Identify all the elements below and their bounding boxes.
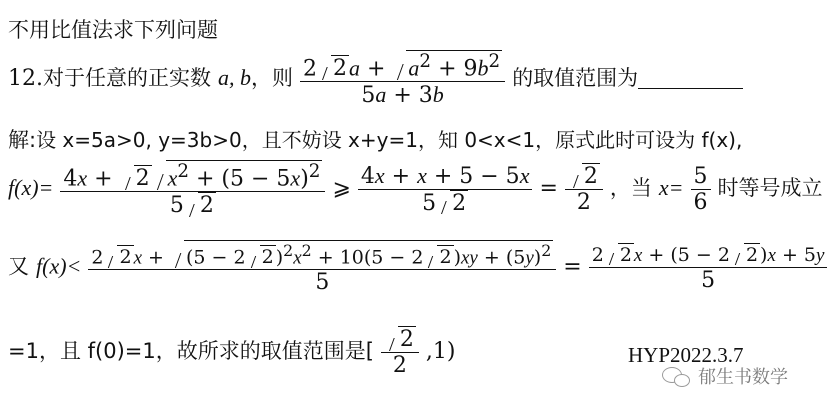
f-lhs: f(x)= (8, 175, 54, 201)
x-value-fraction: $\frac{5}{6}$ (691, 164, 711, 215)
problem-mid: ，则 (251, 66, 293, 91)
watermark-text: 郁生书数学 (698, 367, 788, 388)
problem-tail: 的取值范围为 (512, 66, 639, 91)
upper-fraction-1: $\frac{2 2 x + (5 - 2 2 )^2x^2 + 10(5 - 2 2 )xy + (5y)^2}{5}$ (88, 240, 556, 295)
f-fraction-3: $\frac{2}{2}$ (565, 163, 603, 215)
solution-label: 解: (8, 128, 37, 152)
problem-numerator: 2 $2a + a^2 + 9b^2$ (300, 50, 505, 82)
conclusion-text: =1，且 f(0)=1，故所求的取值范围是[ (8, 339, 374, 363)
problem-vars: a, b (218, 65, 251, 91)
geq-sign: ⩾ (332, 176, 351, 202)
problem-number: 12. (8, 66, 43, 92)
conclusion-fraction: $\frac{2}{2}$ (381, 326, 419, 378)
upper-fraction-2: $\frac{2 2 x + (5 - 2 2 )x + 5y}{5}$ (589, 243, 827, 293)
when-text: ，当 (609, 176, 652, 201)
f-inequality-line (8, 160, 823, 218)
again-fx: f(x)< (36, 253, 82, 279)
solution-intro (8, 124, 742, 154)
problem-line (8, 50, 743, 108)
conclusion-line (8, 326, 456, 378)
conclusion-end: ,1) (425, 339, 456, 364)
answer-blank (638, 66, 743, 89)
signature: HYP2022.3.7 (628, 343, 744, 367)
watermark (662, 363, 788, 389)
f-fraction-2: $\frac{4x + x + 5 - 5x}{5 2}$ (358, 163, 533, 216)
f-fraction-1: $\frac{4x + 2 x^2 + (5 - 5x)^2}{5 2}$ (60, 160, 325, 218)
solution-text: 设 x=5a>0, y=3b>0，且不妨设 x+y=1，知 0<x<1，原式此时可设为 f(x), (36, 128, 743, 152)
again-lead: 又 (8, 254, 29, 279)
wechat-icon (662, 365, 692, 387)
heading: 不用比值法求下列问题 (8, 18, 218, 42)
upper-bound-line (8, 240, 827, 295)
problem-lead: 对于任意的正实数 (43, 66, 211, 91)
problem-denominator: 5a + 3b (361, 82, 444, 109)
again-eq: = (563, 254, 582, 280)
x-eq: x= (658, 175, 684, 201)
equality-note: 时等号成立 (717, 176, 823, 201)
problem-fraction (300, 50, 505, 108)
eq-sign: = (539, 176, 558, 202)
